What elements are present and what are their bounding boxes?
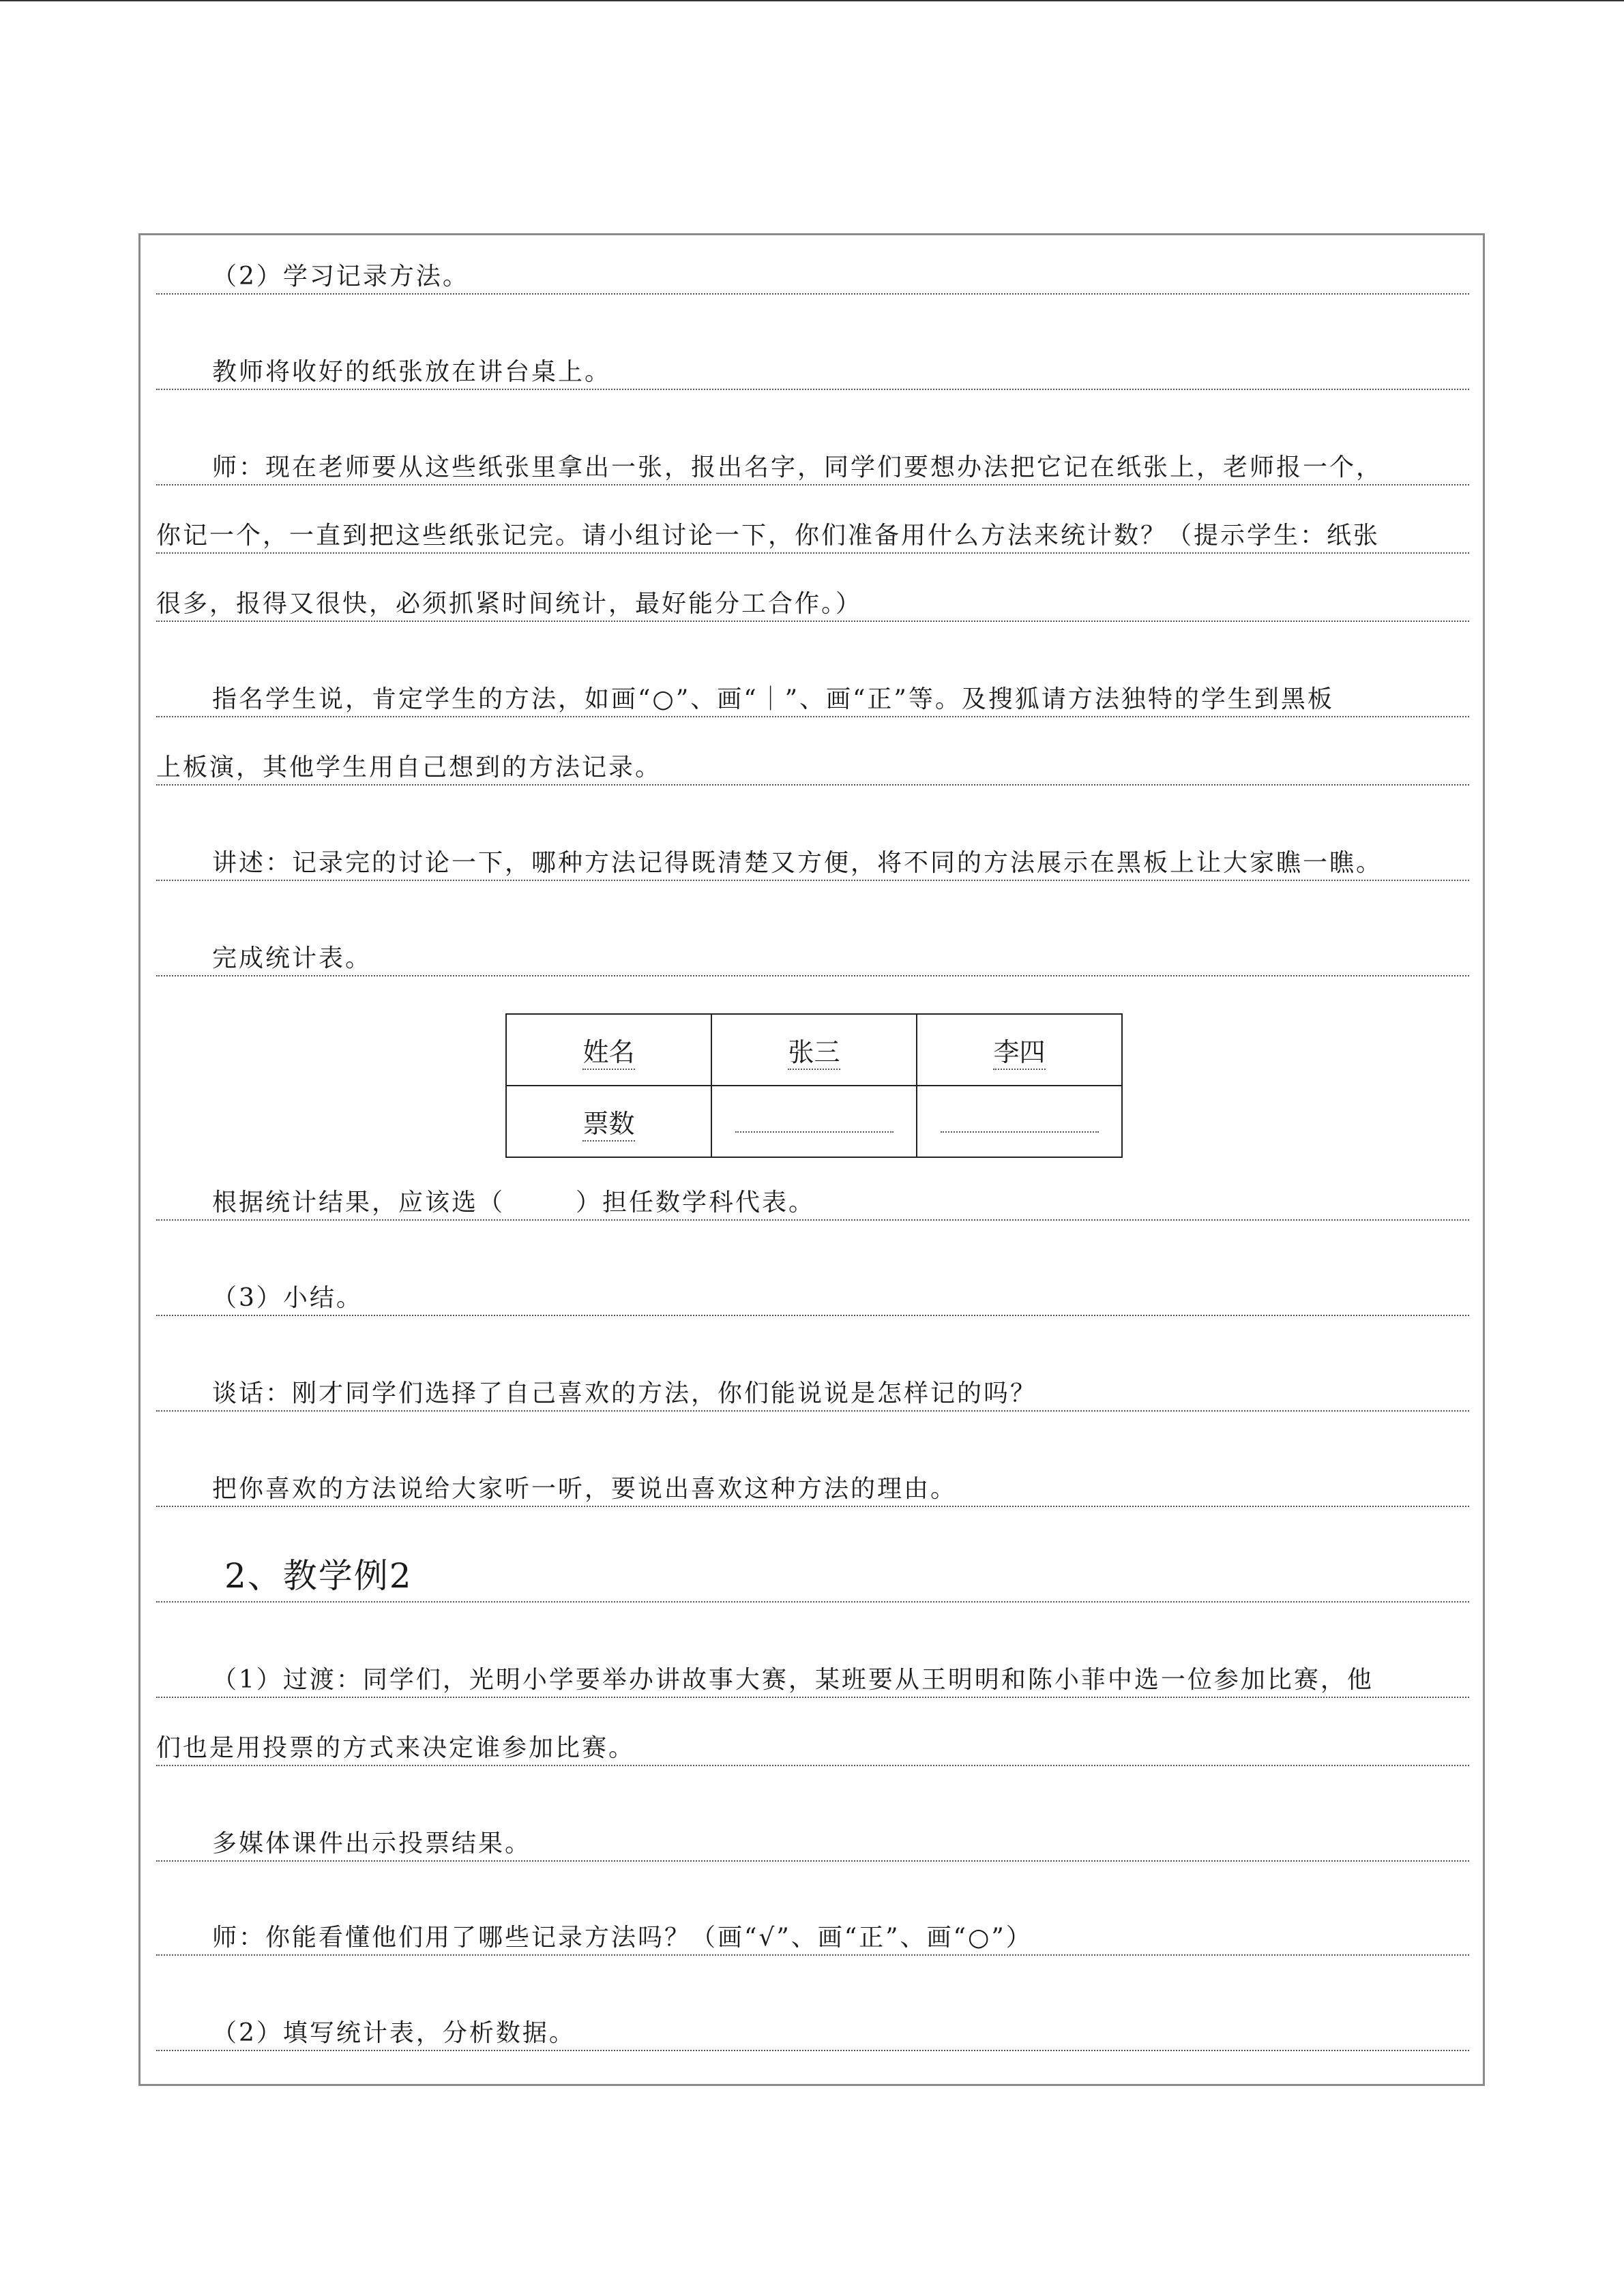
vote-count-blank[interactable] (711, 1086, 917, 1157)
text-line: 把你喜欢的方法说给大家听一听，要说出喜欢这种方法的理由。 (156, 1473, 1469, 1507)
text-line: （2）填写统计表，分析数据。 (156, 2017, 1469, 2051)
table-header-cell: 李四 (917, 1014, 1122, 1086)
text-line: 多媒体课件出示投票结果。 (156, 1828, 1469, 1862)
text-line: 师：你能看懂他们用了哪些记录方法吗？（画“√”、画“正”、画“○”） (156, 1922, 1469, 1956)
table-row (506, 1086, 1122, 1157)
text-line: 师：现在老师要从这些纸张里拿出一张，报出名字，同学们要想办法把它记在纸张上，老师报一个， (156, 451, 1469, 486)
select-representative-line: 根据统计结果，应该选（ ）担任数学科代表。 (156, 1187, 1469, 1221)
table-row (506, 1014, 1122, 1086)
text-line: 你记一个，一直到把这些纸张记完。请小组讨论一下，你们准备用什么方法来统计数？（提示学生：纸张 (156, 520, 1469, 554)
text-line: 讲述：记录完的讨论一下，哪种方法记得既清楚又方便，将不同的方法展示在黑板上让大家瞧一瞧。 (156, 847, 1469, 881)
text-line: 教师将收好的纸张放在讲台桌上。 (156, 356, 1469, 390)
text-line: （1）过渡：同学们，光明小学要举办讲故事大赛，某班要从王明明和陈小菲中选一位参加比赛，他 (156, 1664, 1469, 1698)
text-line: 指名学生说，肯定学生的方法，如画“○”、画“｜”、画“正”等。及搜狐请方法独特的学生到黑板 (156, 683, 1469, 717)
section-heading: 2、教学例2 (156, 1552, 1469, 1602)
table-header-cell: 姓名 (506, 1014, 711, 1086)
page-top-rule (0, 0, 1624, 1)
table-header-cell: 张三 (711, 1014, 917, 1086)
text-line: （2）学习记录方法。 (156, 260, 1469, 295)
vote-table (505, 1013, 1123, 1158)
table-row-label: 票数 (506, 1086, 711, 1157)
text-line: 完成统计表。 (156, 942, 1469, 976)
text-line: 上板演，其他学生用自己想到的方法记录。 (156, 751, 1469, 786)
text-line: 们也是用投票的方式来决定谁参加比赛。 (156, 1732, 1469, 1766)
text-line: （3）小结。 (156, 1282, 1469, 1316)
text-line: 很多，报得又很快，必须抓紧时间统计，最好能分工合作。） (156, 588, 1469, 622)
text-line: 谈话：刚才同学们选择了自己喜欢的方法，你们能说说是怎样记的吗？ (156, 1377, 1469, 1412)
vote-count-blank[interactable] (917, 1086, 1122, 1157)
content-frame (138, 233, 1485, 2086)
